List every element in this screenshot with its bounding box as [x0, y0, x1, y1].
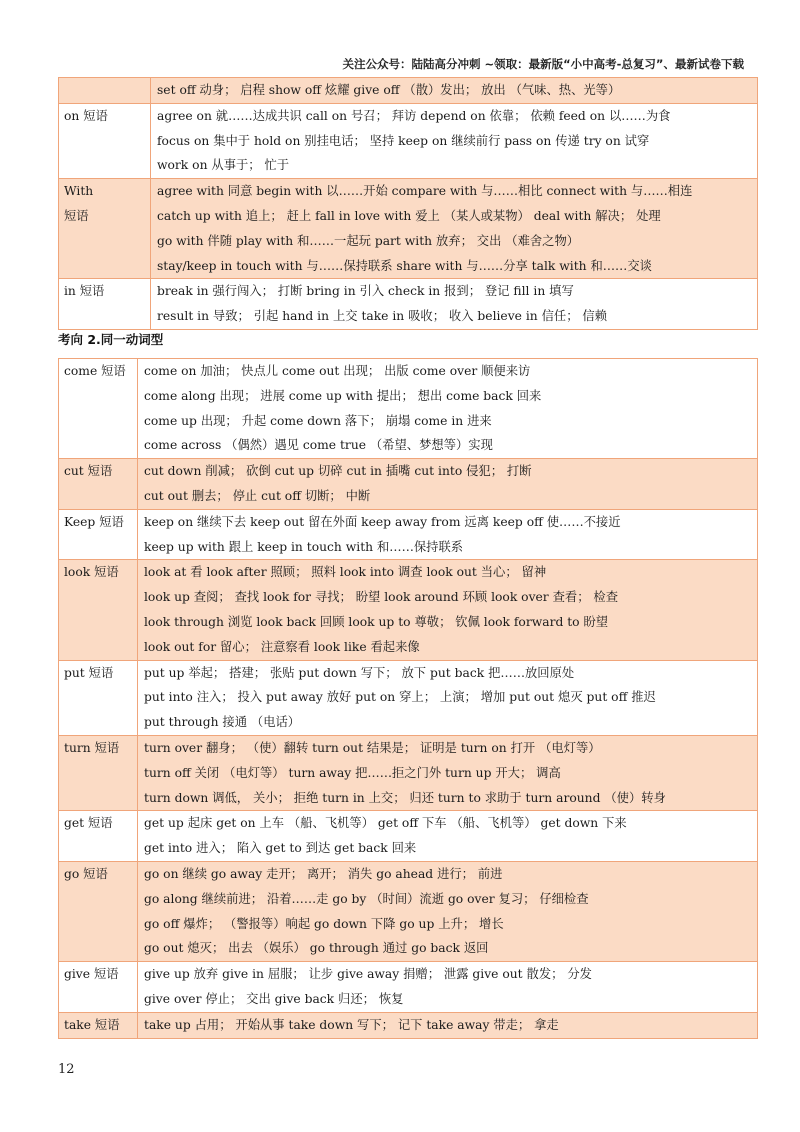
phrase-line: come along 出现； 进展 come up with 提出； 想出 come back 回来 — [144, 388, 542, 403]
phrase-line: go along 继续前进； 沿着……走 go by （时间）流逝 go over 复习； 仔细检查 — [144, 891, 589, 906]
phrase-category — [59, 103, 151, 178]
category-label: give 短语 — [64, 967, 119, 982]
phrase-category — [59, 861, 138, 961]
phrase-table-same-verb — [58, 358, 758, 1039]
table-row — [59, 459, 758, 510]
category-label: in 短语 — [64, 284, 105, 299]
phrase-line: cut down 削减； 砍倒 cut up 切碎 cut in 插嘴 cut into 侵犯； 打断 — [144, 464, 532, 479]
phrase-line: keep up with 跟上 keep in touch with 和……保持联系 — [144, 539, 464, 554]
phrase-category — [59, 78, 151, 104]
page-header: 关注公众号：陆陆高分冲刺 ~领取：最新版“小中高考-总复习”、最新试卷下载 — [342, 57, 744, 71]
phrase-line: turn down 调低， 关小； 拒绝 turn in 上交； 归还 turn to 求助于 turn around （使）转身 — [144, 790, 666, 805]
phrase-list — [138, 660, 758, 735]
category-label: put 短语 — [64, 665, 114, 680]
phrase-line: put through 接通 （电话） — [144, 715, 301, 730]
phrase-line: work on 从事于； 忙于 — [157, 158, 290, 173]
phrase-list — [151, 279, 758, 330]
category-label: on 短语 — [64, 108, 108, 123]
phrase-line: look through 浏览 look back 回顾 look up to 尊敬； 钦佩 look forward to 盼望 — [144, 614, 609, 629]
phrase-line: take up 占用； 开始从事 take down 写下； 记下 take away 带走； 拿走 — [144, 1017, 559, 1032]
table-row — [59, 359, 758, 459]
phrase-list — [138, 962, 758, 1013]
table-row — [59, 735, 758, 810]
phrase-line: give over 停止； 交出 give back 归还； 恢复 — [144, 991, 404, 1006]
phrase-category — [59, 179, 151, 279]
phrase-category — [59, 279, 151, 330]
table-row — [59, 103, 758, 178]
table-row — [59, 78, 758, 104]
table-row — [59, 962, 758, 1013]
category-label: go 短语 — [64, 866, 108, 881]
phrase-list — [151, 78, 758, 104]
phrase-category — [59, 962, 138, 1013]
category-label: turn 短语 — [64, 740, 120, 755]
phrase-list — [138, 861, 758, 961]
phrase-line: agree with 同意 begin with 以……开始 compare with 与……相比 connect with 与……相连 — [157, 184, 693, 199]
phrase-line: give up 放弃 give in 屈服； 让步 give away 捐赠； 泄露 give out 散发； 分发 — [144, 967, 592, 982]
phrase-line: keep on 继续下去 keep out 留在外面 keep away from 远离 keep off 使……不接近 — [144, 514, 621, 529]
category-label: 短语 — [64, 208, 89, 223]
category-label: With — [64, 184, 94, 199]
phrase-line: turn over 翻身； （使）翻转 turn out 结果是； 证明是 turn on 打开 （电灯等） — [144, 740, 601, 755]
phrase-line: come up 出现； 升起 come down 落下； 崩塌 come in 进来 — [144, 413, 492, 428]
phrase-list — [151, 179, 758, 279]
phrase-list — [138, 560, 758, 660]
table-row — [59, 861, 758, 961]
table-row — [59, 509, 758, 560]
table-row — [59, 811, 758, 862]
phrase-list — [138, 359, 758, 459]
phrase-line: result in 导致； 引起 hand in 上交 take in 吸收； 收入 believe in 信任； 信赖 — [157, 309, 608, 324]
phrase-list — [138, 459, 758, 510]
phrase-line: agree on 就……达成共识 call on 号召； 拜访 depend on 依靠； 依赖 feed on 以……为食 — [157, 108, 671, 123]
table-row — [59, 279, 758, 330]
phrase-line: get into 进入； 陷入 get to 到达 get back 回来 — [144, 841, 417, 856]
phrase-list — [138, 735, 758, 810]
phrase-table-prepositions — [58, 77, 758, 330]
phrase-line: catch up with 追上； 赶上 fall in love with 爱上 （某人或某物） deal with 解决； 处理 — [157, 208, 661, 223]
category-label: come 短语 — [64, 364, 126, 378]
table-row — [59, 660, 758, 735]
phrase-line: come on 加油； 快点儿 come out 出现； 出版 come over 顺便来访 — [144, 364, 531, 378]
phrase-category — [59, 359, 138, 459]
phrase-category — [59, 735, 138, 810]
phrase-category — [59, 660, 138, 735]
phrase-list — [138, 509, 758, 560]
phrase-line: put into 注入； 投入 put away 放好 put on 穿上； 上演； 增加 put out 熄灭 put off 推迟 — [144, 690, 656, 705]
category-label: get 短语 — [64, 816, 113, 831]
phrase-line: stay/keep in touch with 与……保持联系 share with 与……分享 talk with 和……交谈 — [157, 258, 652, 273]
phrase-line: cut out 删去； 停止 cut off 切断； 中断 — [144, 488, 371, 503]
phrase-category — [59, 509, 138, 560]
phrase-line: get up 起床 get on 上车 （船、飞机等） get off 下车 （船、飞机等） get down 下来 — [144, 816, 627, 831]
category-label: take 短语 — [64, 1017, 120, 1032]
phrase-category — [59, 459, 138, 510]
category-label: cut 短语 — [64, 464, 113, 479]
phrase-line: put up 举起； 搭建； 张贴 put down 写下； 放下 put back 把……放回原处 — [144, 665, 575, 680]
table-row — [59, 179, 758, 279]
page-number: 12 — [58, 1062, 75, 1077]
phrase-line: turn off 关闭 （电灯等） turn away 把……拒之门外 turn up 开大； 调高 — [144, 765, 561, 780]
table-row — [59, 560, 758, 660]
table-row — [59, 1012, 758, 1038]
category-label: Keep 短语 — [64, 514, 124, 529]
phrase-list — [151, 103, 758, 178]
phrase-category — [59, 811, 138, 862]
phrase-line: go with 伴随 play with 和……一起玩 part with 放弃； 交出 （难舍之物） — [157, 233, 580, 248]
phrase-line: set off 动身； 启程 show off 炫耀 give off （散）发出； 放出 （气味、热、光等） — [157, 83, 621, 97]
phrase-line: look up 查阅； 查找 look for 寻找； 盼望 look around 环顾 look over 查看； 检查 — [144, 590, 618, 605]
category-label: look 短语 — [64, 565, 119, 580]
phrase-category — [59, 1012, 138, 1038]
phrase-list — [138, 1012, 758, 1038]
phrase-line: look at 看 look after 照顾； 照料 look into 调查 look out 当心； 留神 — [144, 565, 547, 580]
phrase-line: break in 强行闯入； 打断 bring in 引入 check in 报到； 登记 fill in 填写 — [157, 284, 574, 299]
phrase-line: focus on 集中于 hold on 别挂电话； 坚持 keep on 继续前行 pass on 传递 try on 试穿 — [157, 133, 650, 148]
phrase-line: go on 继续 go away 走开； 离开； 消失 go ahead 进行； 前进 — [144, 866, 503, 881]
phrase-line: go off 爆炸； （警报等）响起 go down 下降 go up 上升； 增长 — [144, 916, 504, 931]
phrase-line: go out 熄灭； 出去 （娱乐） go through 通过 go back 返回 — [144, 941, 489, 956]
phrase-category — [59, 560, 138, 660]
phrase-line: look out for 留心； 注意察看 look like 看起来像 — [144, 639, 420, 654]
phrase-line: come across （偶然）遇见 come true （希望、梦想等）实现 — [144, 438, 493, 453]
phrase-list — [138, 811, 758, 862]
section-title: 考向 2.同一动词型 — [58, 332, 164, 347]
